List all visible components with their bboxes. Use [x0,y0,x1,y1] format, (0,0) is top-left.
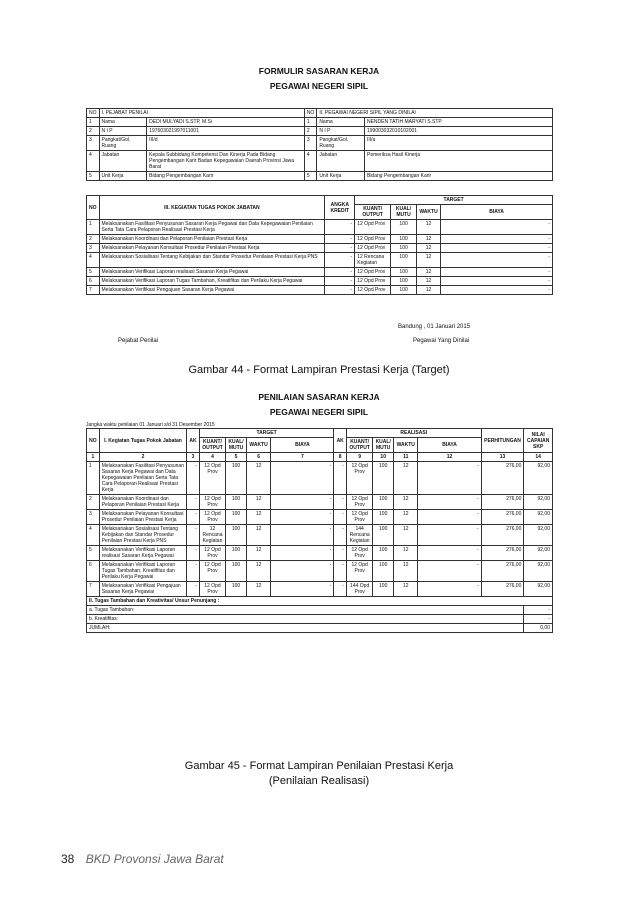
extra-label: a. Tugas Tambahan: [87,606,524,615]
column-number: 1 [87,453,100,462]
footer-organization: BKD Provonsi Jawa Barat [85,852,224,866]
task-row [87,268,553,277]
task-kual: 100 [391,277,417,286]
f2-rwaktu-header: WAKTU [394,438,418,453]
row-nilai-capaian: 92,00 [524,462,553,495]
identity-row [87,127,553,136]
row-ak-realisasi: - [334,510,346,525]
caption-gambar-45-line-1: Gambar 45 - Format Lampiran Penilaian Prestasi Kerja [184,760,454,772]
task-waktu: 12 [417,235,441,244]
column-number: 14 [524,453,553,462]
task-waktu: 12 [417,277,441,286]
f2-kual-header: KUAL/ MUTU [226,438,247,453]
row-realisasi-kual: 100 [373,495,394,510]
row-kegiatan: Melaksanakan Pelayanan Konsultasi Prosedur Penilaian Prestasi Kerja [99,510,187,525]
task-biaya: - [441,235,553,244]
row-target-kuant: 12 Opd Prov [199,546,225,561]
sign-pegawai-dinilai: Pegawai Yang Dinilai [413,338,470,344]
row-no: 5 [87,546,100,561]
row-target-waktu: 12 [246,495,270,510]
penilai-field-label: Pangkat/Gol. Ruang [99,136,147,151]
f2-kuant-header: KUANT/ OUTPUT [199,438,225,453]
f2-ak2-header: AK [334,429,346,453]
row-target-biaya: - [271,495,334,510]
extra-label: b. Kreatifitas: [87,615,524,624]
task-name: Melaksanakan Verifikasi Pengajuan Sasaran Kerja Pegawai [99,286,325,295]
row-target-biaya: - [271,561,334,582]
place-date: Bandung , 01 Januari 2015 [398,324,471,330]
task-no: 2 [87,235,100,244]
row-realisasi-kual: 100 [373,546,394,561]
column-number: 8 [334,453,346,462]
extra-value: - [524,615,553,624]
dinilai-row-no: 5 [304,172,317,181]
row-realisasi-biaya: - [418,462,481,495]
task-kuant: 12 Rencana Kegiatan [355,253,391,268]
f2-nilai-header: NILAI CAPAIAN SKP [524,429,553,453]
page-footer [61,852,224,866]
task-angka-kredit: - [325,235,355,244]
row-nilai-capaian: 92,00 [524,495,553,510]
row-no: 7 [87,582,100,597]
row-realisasi-waktu: 12 [394,462,418,495]
penilai-field-label: Jabatan [99,151,147,172]
task-row [87,235,553,244]
row-realisasi-kual: 100 [373,510,394,525]
dinilai-field-label: N I P [317,127,365,136]
dinilai-row-no: 4 [304,151,317,172]
row-perhitungan: 276,00 [481,525,524,546]
identity-no-header: NO [87,109,100,118]
row-target-biaya: - [271,582,334,597]
task-name: Melaksanakan Fasilitasi Penyusunan Sasaran Kerja Pegawai dan Data Kepegawaian Penilaian Serta Tata Cara Pelaporan Realisasi Prestasi Kerja [99,220,325,235]
task-angka-kredit: - [325,220,355,235]
column-number: 11 [394,453,418,462]
row-realisasi-waktu: 12 [394,510,418,525]
row-target-waktu: 12 [246,561,270,582]
task-angka-kredit: - [325,244,355,253]
column-number: 5 [226,453,247,462]
row-target-waktu: 12 [246,525,270,546]
penilai-row-no: 5 [87,172,100,181]
task-no: 7 [87,286,100,295]
penilai-row-no: 4 [87,151,100,172]
pejabat-penilai-header: I. PEJABAT PENILAI [99,109,304,118]
identity-row [87,118,553,127]
row-target-kuant: 12 Opd Prov [199,495,225,510]
row-target-kuant: 12 Opd Prov [199,561,225,582]
dinilai-field-value: III/a [364,136,552,151]
row-realisasi-kual: 100 [373,462,394,495]
row-realisasi-kuant: 144 Rencana Kegiatan [346,525,372,546]
row-target-waktu: 12 [246,546,270,561]
row-target-kuant: 12 Rencana Kegiatan [199,525,225,546]
column-number: 13 [481,453,524,462]
row-ak: - [187,510,199,525]
task-kual: 100 [391,253,417,268]
row-realisasi-waktu: 12 [394,582,418,597]
row-perhitungan: 276,00 [481,582,524,597]
penilai-field-value: DEDI MULYADI S.STP, M.Si [147,118,305,127]
column-number: 10 [373,453,394,462]
sign-pejabat-penilai: Pejabat Penilai [118,338,159,344]
row-ak: - [187,525,199,546]
row-ak-realisasi: - [334,582,346,597]
penilai-row-no: 3 [87,136,100,151]
row-ak-realisasi: - [334,462,346,495]
dinilai-field-value: Bidang Pengembangan Karir [364,172,552,181]
penilai-field-label: Nama [99,118,147,127]
assessment-row [87,582,553,597]
row-perhitungan: 276,00 [481,546,524,561]
task-kuant: 12 Opd Prov [355,277,391,286]
row-target-biaya: - [271,510,334,525]
f2-biaya-header: BIAYA [271,438,334,453]
caption-gambar-45-line-2: (Penilaian Realisasi) [268,775,370,787]
row-kegiatan: Melaksanakan Verifikasi Pengajuan Sasaran Kerja Pegawai [99,582,187,597]
task-no: 5 [87,268,100,277]
row-target-waktu: 12 [246,510,270,525]
tasks-kuant-header: KUANT/ OUTPUT [355,205,391,220]
row-nilai-capaian: 92,00 [524,561,553,582]
task-waktu: 12 [417,268,441,277]
assessment-row [87,510,553,525]
page-number: 38 [61,852,75,866]
row-no: 3 [87,510,100,525]
dinilai-field-label: Jabatan [317,151,365,172]
task-no: 1 [87,220,100,235]
row-target-kual: 100 [226,510,247,525]
task-waktu: 12 [417,244,441,253]
row-target-kuant: 12 Opd Prov [199,582,225,597]
row-realisasi-kual: 100 [373,582,394,597]
task-kual: 100 [391,244,417,253]
task-no: 4 [87,253,100,268]
identity-row [87,151,553,172]
column-number: 4 [199,453,225,462]
f2-waktu-header: WAKTU [246,438,270,453]
row-realisasi-biaya: - [418,525,481,546]
task-kual: 100 [391,268,417,277]
f2-ak-header: AK [187,429,199,453]
row-perhitungan: 276,00 [481,462,524,495]
task-row [87,244,553,253]
extra-value: 0,00 [524,624,553,633]
row-realisasi-kuant: 12 Opd Prov [346,546,372,561]
f2-rkuant-header: KUANT/ OUTPUT [346,438,372,453]
task-kuant: 12 Opd Prov [355,286,391,295]
task-angka-kredit: - [325,277,355,286]
task-name: Melaksanakan Sosialisasi Tentang Kebijakan dan Standar Prosedur Penilaian Prestasi Kerja PNS [99,253,325,268]
form2-assessment-table [86,428,553,633]
identity-row [87,136,553,151]
task-waktu: 12 [417,286,441,295]
row-realisasi-biaya: - [418,582,481,597]
row-nilai-capaian: 92,00 [524,510,553,525]
row-target-kual: 100 [226,582,247,597]
identity-row [87,172,553,181]
row-no: 4 [87,525,100,546]
column-number: 2 [99,453,187,462]
assessment-row [87,561,553,582]
column-number: 6 [246,453,270,462]
row-target-waktu: 12 [246,462,270,495]
task-biaya: - [441,286,553,295]
row-target-kual: 100 [226,561,247,582]
form2-title-2: PEGAWAI NEGERI SIPIL [269,407,369,417]
row-realisasi-waktu: 12 [394,546,418,561]
row-realisasi-biaya: - [418,546,481,561]
f2-rkual-header: KUAL/ MUTU [373,438,394,453]
task-row [87,220,553,235]
assessment-row [87,462,553,495]
penilai-row-no: 2 [87,127,100,136]
assessment-row [87,546,553,561]
row-target-biaya: - [271,462,334,495]
task-biaya: - [441,277,553,286]
assessment-row [87,495,553,510]
form1-title-2: PEGAWAI NEGERI SIPIL [269,81,369,91]
form1-tasks-table [86,195,553,295]
row-ak: - [187,495,199,510]
dinilai-row-no: 2 [304,127,317,136]
penilai-field-value: Bidang Pengembangan Karir [147,172,305,181]
row-perhitungan: 276,00 [481,561,524,582]
task-kuant: 12 Opd Prov [355,244,391,253]
row-realisasi-biaya: - [418,495,481,510]
dinilai-field-value: NENDEN TATIH MARYATI S.STP [364,118,552,127]
task-biaya: - [441,244,553,253]
row-ak-realisasi: - [334,561,346,582]
extra-value: - [524,606,553,615]
penilai-field-value: Kepala Subbidang Kompetensi Dan Kinerja Pada Bidang Pengembangan Karir Badan Kepegawaian Daerah Provinsi Jawa Barat [147,151,305,172]
task-waktu: 12 [417,253,441,268]
row-target-biaya: - [271,546,334,561]
dinilai-field-value: Pemeriksa Hasil Kinerja [364,151,552,172]
task-row [87,253,553,268]
dinilai-field-label: Pangkat/Gol. Ruang [317,136,365,151]
row-realisasi-waktu: 12 [394,561,418,582]
form1-title-1: FORMULIR SASARAN KERJA [258,66,380,76]
row-realisasi-kuant: 12 Opd Prov [346,510,372,525]
task-name: Melaksanakan Verifikasi Laporan Tugas Tambahan, Kreatifitas dan Perilaku Kerja Pegawai [99,277,325,286]
row-ak: - [187,462,199,495]
tasks-kegiatan-header: III. KEGIATAN TUGAS POKOK JABATAN [99,196,325,220]
penilai-field-label: N I P [99,127,147,136]
f2-perhitungan-header: PERHITUNGAN [481,429,524,453]
row-realisasi-kuant: 12 Opd Prov [346,495,372,510]
task-kuant: 12 Opd Prov [355,235,391,244]
task-waktu: 12 [417,220,441,235]
row-target-kual: 100 [226,546,247,561]
task-angka-kredit: - [325,253,355,268]
task-kuant: 12 Opd Prov [355,220,391,235]
row-realisasi-kual: 100 [373,561,394,582]
row-no: 6 [87,561,100,582]
row-ak-realisasi: - [334,525,346,546]
row-ak: - [187,582,199,597]
penilai-field-value: III/d [147,136,305,151]
dinilai-field-value: 199003032010102001 [364,127,552,136]
task-name: Melaksanakan Koordinasi dan Pelaporan Penilaian Prestasi Kerja [99,235,325,244]
tasks-kual-header: KUAL/ MUTU [391,205,417,220]
task-kual: 100 [391,286,417,295]
row-kegiatan: Melaksanakan Verifikasi Laporan Tugas Tambahan, Kreatifitas dan Perilaku Kerja Pegawai [99,561,187,582]
task-row [87,286,553,295]
assessment-period: Jangka waktu penilaian 01 Januari s/d 31 Desember 2015 [86,422,215,428]
column-number: 9 [346,453,372,462]
penilai-field-value: 197603021997011001 [147,127,305,136]
row-perhitungan: 276,00 [481,510,524,525]
task-no: 3 [87,244,100,253]
row-kegiatan: Melaksanakan Koordinasi dan Pelaporan Penilaian Prestasi Kerja [99,495,187,510]
row-no: 1 [87,462,100,495]
form1-identity-table [86,108,553,181]
row-realisasi-biaya: - [418,561,481,582]
extra-row [87,615,553,624]
row-realisasi-kuant: 12 Opd Prov [346,561,372,582]
column-number: 3 [187,453,199,462]
row-realisasi-kual: 100 [373,525,394,546]
task-kual: 100 [391,220,417,235]
task-biaya: - [441,220,553,235]
row-perhitungan: 276,00 [481,495,524,510]
form2-title-1: PENILAIAN SASARAN KERJA [258,392,380,402]
row-realisasi-kuant: 144 Opd Prov [346,582,372,597]
row-ak: - [187,546,199,561]
task-no: 6 [87,277,100,286]
section-2-header: II. Tugas Tambahan dan Kreativitas/ Unsur Penunjang : [87,597,553,606]
identity-no-header-2: NO [304,109,317,118]
penilai-field-label: Unit Kerja [99,172,147,181]
row-ak-realisasi: - [334,495,346,510]
task-angka-kredit: - [325,286,355,295]
f2-target-header: TARGET [199,429,334,438]
row-nilai-capaian: 92,00 [524,525,553,546]
tasks-biaya-header: BIAYA [441,205,553,220]
caption-gambar-44: Gambar 44 - Format Lampiran Prestasi Kerja (Target) [188,364,450,376]
task-name: Melaksanakan Verifikasi Laporan realisasi Sasaran Kerja Pegawai [99,268,325,277]
penilai-row-no: 1 [87,118,100,127]
task-kual: 100 [391,235,417,244]
tasks-angka-kredit-header: ANGKA KREDIT [325,196,355,220]
column-number: 7 [271,453,334,462]
assessment-row [87,525,553,546]
row-ak: - [187,561,199,582]
f2-realisasi-header: REALISASI [346,429,481,438]
extra-label: JUMLAH: [87,624,524,633]
task-biaya: - [441,268,553,277]
row-nilai-capaian: 92,00 [524,546,553,561]
task-biaya: - [441,253,553,268]
dinilai-row-no: 3 [304,136,317,151]
column-number-row [87,453,553,462]
task-angka-kredit: - [325,268,355,277]
identity-header-row [87,109,553,118]
extra-row [87,624,553,633]
f2-kegiatan-header: I. Kegiatan Tugas Pokok Jabatan [99,429,187,453]
row-target-kuant: 12 Opd Prov [199,510,225,525]
dinilai-field-label: Unit Kerja [317,172,365,181]
extra-row [87,606,553,615]
row-nilai-capaian: 92,00 [524,582,553,597]
task-name: Melaksanakan Pelayanan Konsultasi Prosedur Penilaian Prestasi Kerja [99,244,325,253]
pns-dinilai-header: II. PEGAWAI NEGERI SIPIL YANG DINILAI [317,109,553,118]
column-number: 12 [418,453,481,462]
dinilai-field-label: Nama [317,118,365,127]
tasks-target-header: TARGET [355,196,553,205]
tasks-no-header: NO [87,196,100,220]
row-target-kual: 100 [226,462,247,495]
row-realisasi-biaya: - [418,510,481,525]
task-row [87,277,553,286]
row-no: 2 [87,495,100,510]
dinilai-row-no: 1 [304,118,317,127]
tasks-waktu-header: WAKTU [417,205,441,220]
row-realisasi-waktu: 12 [394,525,418,546]
row-kegiatan: Melaksanakan Fasilitasi Penyusunan Sasaran Kerja Pegawai dan Data Kepegawaian Penilaian Serta Tata Cara Pelaporan Realisasi Prestasi Kerja [99,462,187,495]
row-target-kual: 100 [226,525,247,546]
row-kegiatan: Melaksanakan Sosialisasi Tentang Kebijakan dan Standar Prosedur Penilaian Prestasi Kerja PNS [99,525,187,546]
row-realisasi-waktu: 12 [394,495,418,510]
task-kuant: 12 Opd Prov [355,268,391,277]
row-target-kuant: 12 Opd Prov [199,462,225,495]
row-realisasi-kuant: 12 Opd Prov [346,462,372,495]
row-kegiatan: Melaksanakan Verifikasi Laporan realisasi Sasaran Kerja Pegawai [99,546,187,561]
row-target-waktu: 12 [246,582,270,597]
row-target-kual: 100 [226,495,247,510]
row-ak-realisasi: - [334,546,346,561]
row-target-biaya: - [271,525,334,546]
f2-rbiaya-header: BIAYA [418,438,481,453]
f2-no-header: NO [87,429,100,453]
